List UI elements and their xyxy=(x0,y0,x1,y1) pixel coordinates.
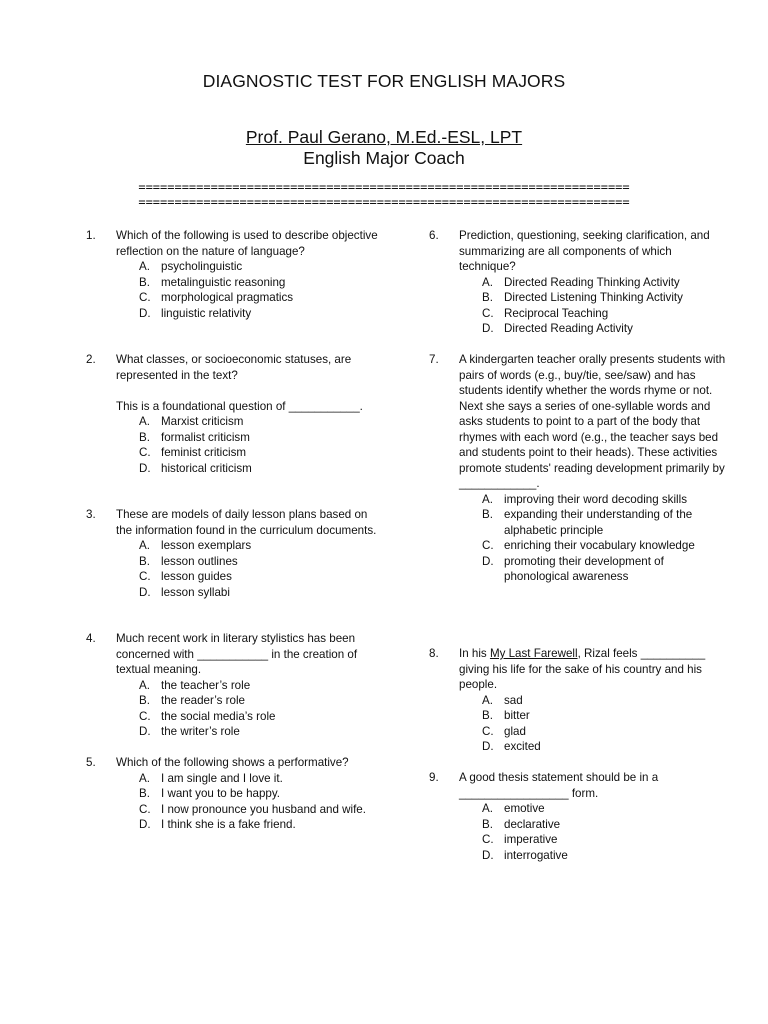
options-list xyxy=(482,492,729,585)
question-stem: These are models of daily lesson plans based on the information found in the curriculum documents. xyxy=(116,508,377,537)
option-letter: C. xyxy=(482,833,494,846)
option xyxy=(482,693,729,709)
option-text: historical criticism xyxy=(161,461,252,475)
question-stem: Which of the following is used to describe objective reflection on the nature of language? xyxy=(116,229,378,258)
question-1 xyxy=(86,228,386,352)
option-text: I am single and I love it. xyxy=(161,771,283,785)
question-number: 1. xyxy=(86,229,96,242)
option xyxy=(482,321,729,337)
option xyxy=(482,538,729,554)
option-letter: A. xyxy=(482,802,493,815)
option-text: lesson exemplars xyxy=(161,539,252,552)
option-letter: B. xyxy=(482,817,493,831)
option xyxy=(139,569,386,585)
option xyxy=(139,290,386,306)
option-text: I want you to be happy. xyxy=(161,787,281,800)
option-text: lesson syllabi xyxy=(161,585,230,599)
option-letter: B. xyxy=(139,694,150,707)
question-7 xyxy=(429,352,729,646)
option-text: glad xyxy=(504,724,526,738)
option xyxy=(139,430,386,446)
option-text: imperative xyxy=(504,833,558,846)
option-letter: D. xyxy=(482,554,494,568)
question-number: 4. xyxy=(86,632,96,645)
options-list xyxy=(139,771,386,833)
option-letter: B. xyxy=(139,430,150,444)
option-text: declarative xyxy=(504,817,561,831)
question-3 xyxy=(86,507,386,631)
option-text: improving their word decoding skills xyxy=(504,492,688,506)
page-title: DIAGNOSTIC TEST FOR ENGLISH MAJORS xyxy=(202,71,566,91)
question-number: 2. xyxy=(86,353,96,366)
divider-rule: ==================================================================== xyxy=(138,180,630,194)
option-letter: C. xyxy=(482,724,494,738)
options-list xyxy=(139,678,386,740)
question-6 xyxy=(429,228,729,352)
options-list xyxy=(139,414,386,476)
option-letter: C. xyxy=(482,306,494,320)
option-letter: A. xyxy=(482,693,493,707)
option-text: excited xyxy=(504,740,541,753)
question-stem: A kindergarten teacher orally presents students with pairs of words (e.g., buy/tie, see/saw) and has students identify whether the words rhyme or not. Next she says a series of one-syllable words and asks students to point to a part of the body that rhymes with each word (e.g., the teacher says bed and students point to their heads). These activities promote students' reading development primarily by ____________. xyxy=(459,353,726,490)
option-text: expanding their understanding of the alphabetic principle xyxy=(504,508,693,537)
question-2 xyxy=(86,352,386,507)
option xyxy=(482,817,729,833)
option-text: psycholinguistic xyxy=(161,260,243,273)
option xyxy=(482,554,729,585)
option-text: sad xyxy=(504,693,523,707)
option-text: metalinguistic reasoning xyxy=(161,275,286,289)
option xyxy=(482,275,729,291)
option-text: interrogative xyxy=(504,848,568,862)
option xyxy=(139,693,386,709)
option xyxy=(482,306,729,322)
option xyxy=(139,275,386,291)
option-text: Directed Reading Thinking Activity xyxy=(504,275,680,289)
option-letter: C. xyxy=(139,446,151,459)
option xyxy=(139,306,386,322)
author-name: Prof. Paul Gerano, M.Ed.-ESL, LPT xyxy=(245,127,523,147)
question-stem-start: In his xyxy=(459,647,490,660)
option xyxy=(139,817,386,833)
option-letter: B. xyxy=(139,787,150,800)
option xyxy=(482,290,729,306)
option-letter: B. xyxy=(482,709,493,722)
option-letter: D. xyxy=(139,725,151,738)
question-stem: A good thesis statement should be in a _________________ form. xyxy=(459,771,659,800)
option xyxy=(139,771,386,787)
question-4 xyxy=(86,631,386,755)
option-text: Marxist criticism xyxy=(161,415,244,428)
option xyxy=(482,832,729,848)
option xyxy=(139,802,386,818)
option-text: Directed Listening Thinking Activity xyxy=(504,291,683,304)
option-letter: B. xyxy=(139,554,150,568)
question-stem xyxy=(459,646,729,693)
option-letter: B. xyxy=(482,291,493,304)
question-number: 6. xyxy=(429,229,439,242)
question-number: 7. xyxy=(429,353,439,366)
question-number: 9. xyxy=(429,771,439,784)
option-text: lesson guides xyxy=(161,570,232,583)
question-number: 5. xyxy=(86,756,96,769)
question-stem: Which of the following shows a performative? xyxy=(116,756,349,769)
option-letter: C. xyxy=(139,570,151,583)
question-number: 8. xyxy=(429,647,439,660)
option xyxy=(139,554,386,570)
question-stem: Much recent work in literary stylistics has been concerned with ___________ in the creation of textual meaning. xyxy=(116,632,358,676)
option-text: promoting their development of phonological awareness xyxy=(504,554,664,583)
option-text: morphological pragmatics xyxy=(161,291,294,304)
option-letter: C. xyxy=(139,709,151,723)
divider-rule: ==================================================================== xyxy=(138,195,630,209)
option-letter: A. xyxy=(139,539,150,552)
option-text: enriching their vocabulary knowledge xyxy=(504,539,695,552)
question-stem-end: , Rizal feels __________ giving his life for the sake of his country and his people. xyxy=(459,647,706,691)
option xyxy=(482,708,729,724)
option-letter: C. xyxy=(139,802,151,816)
option xyxy=(482,724,729,740)
option xyxy=(139,445,386,461)
option-letter: A. xyxy=(139,771,150,785)
option-letter: D. xyxy=(482,322,494,335)
option-text: lesson outlines xyxy=(161,554,238,568)
option-letter: D. xyxy=(139,306,151,320)
option xyxy=(482,801,729,817)
author-role: English Major Coach xyxy=(303,148,465,168)
option-text: the social media’s role xyxy=(161,709,276,723)
option xyxy=(139,678,386,694)
option xyxy=(482,739,729,755)
option xyxy=(139,724,386,740)
option-letter: D. xyxy=(139,585,151,599)
option-letter: A. xyxy=(482,275,493,289)
options-list xyxy=(139,259,386,321)
option-text: Directed Reading Activity xyxy=(504,322,633,335)
option-text: formalist criticism xyxy=(161,430,250,444)
question-5 xyxy=(86,755,386,833)
question-stem: Prediction, questioning, seeking clarification, and summarizing are all components of which technique? xyxy=(459,229,710,273)
option-letter: B. xyxy=(139,275,150,289)
options-list xyxy=(482,693,729,755)
option-letter: A. xyxy=(139,678,150,692)
option-letter: D. xyxy=(139,461,151,475)
option-letter: A. xyxy=(482,492,493,506)
question-8 xyxy=(429,646,729,770)
option-text: I now pronounce you husband and wife. xyxy=(161,802,366,816)
right-column xyxy=(429,228,729,863)
option-text: bitter xyxy=(504,709,530,722)
option-text: the teacher’s role xyxy=(161,678,251,692)
question-number: 3. xyxy=(86,508,96,521)
option-letter: D. xyxy=(139,818,151,831)
option-text: I think she is a fake friend. xyxy=(161,818,296,831)
option-text: feminist criticism xyxy=(161,446,247,459)
option-text: the reader’s role xyxy=(161,694,245,707)
option xyxy=(482,507,729,538)
option-letter: A. xyxy=(139,415,150,428)
option xyxy=(482,492,729,508)
option xyxy=(139,259,386,275)
options-list xyxy=(139,538,386,600)
options-list xyxy=(482,801,729,863)
option-text: the writer’s role xyxy=(161,725,240,738)
option xyxy=(139,538,386,554)
question-stem: What classes, or socioeconomic statuses, are represented in the text? xyxy=(116,353,352,382)
question-stem-continuation: This is a foundational question of ___________. xyxy=(116,399,363,413)
poem-title: My Last Farewell xyxy=(489,647,578,660)
option xyxy=(482,848,729,864)
option xyxy=(139,709,386,725)
option-letter: D. xyxy=(482,848,494,862)
option-text: emotive xyxy=(504,802,545,815)
option-text: linguistic relativity xyxy=(161,306,252,320)
option-text: Reciprocal Teaching xyxy=(504,306,609,320)
question-9 xyxy=(429,770,729,863)
option-letter: C. xyxy=(139,291,151,304)
option xyxy=(139,461,386,477)
option-letter: B. xyxy=(482,508,493,521)
option xyxy=(139,786,386,802)
option xyxy=(139,585,386,601)
options-list xyxy=(482,275,729,337)
option-letter: C. xyxy=(482,539,494,552)
option-letter: A. xyxy=(139,260,150,273)
option-letter: D. xyxy=(482,740,494,753)
option xyxy=(139,414,386,430)
left-column xyxy=(86,228,386,833)
